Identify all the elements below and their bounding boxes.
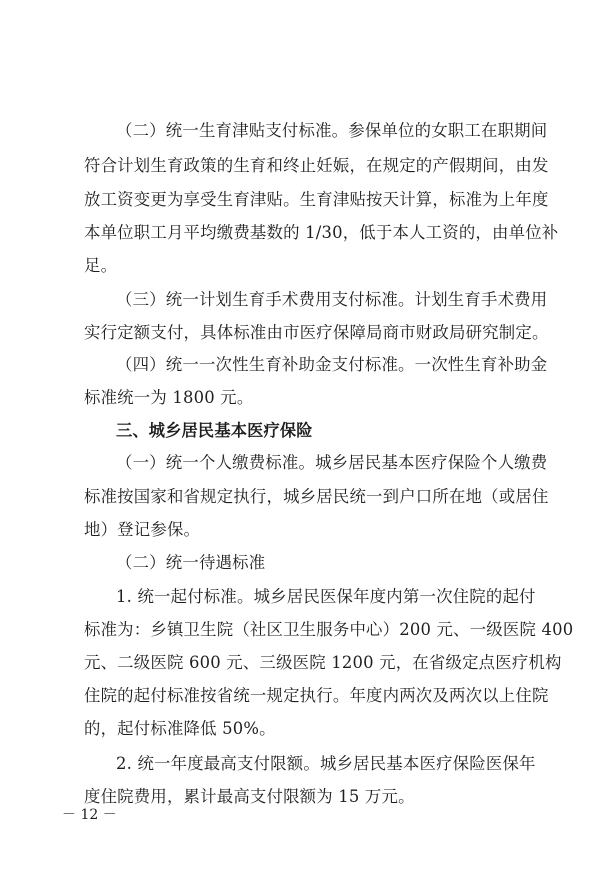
deductible-line-1: 1. 统一起付标准。城乡居民医保年度内第一次住院的起付	[116, 587, 536, 606]
annual-limit-line-2: 度住院费用，累计最高支付限额为 15 万元。	[84, 787, 415, 806]
birth-allowance-line-3: 放工资变更为享受生育津贴。生育津贴按天计算，标准为上年度	[84, 190, 549, 209]
surgery-payment-line-2: 实行定额支付，具体标准由市医疗保障局商市财政局研究制定。	[84, 323, 549, 342]
individual-payment-line-2: 标准按国家和省规定执行，城乡居民统一到户口所在地（或居住	[84, 487, 549, 506]
birth-allowance-line-5: 足。	[84, 256, 118, 275]
individual-payment-line-3: 地）登记参保。	[84, 520, 201, 539]
deductible-line-3: 元、二级医院 600 元、三级医院 1200 元，在省级定点医疗机构	[84, 653, 562, 672]
one-time-subsidy-line-1: （四）统一一次性生育补助金支付标准。一次性生育补助金	[116, 355, 548, 374]
birth-allowance-line-2: 符合计划生育政策的生育和终止妊娠，在规定的产假期间，由发	[84, 156, 549, 175]
one-time-subsidy-line-2: 标准统一为 1800 元。	[84, 388, 254, 407]
section-three-heading: 三、城乡居民基本医疗保险	[116, 421, 313, 440]
deductible-line-4: 住院的起付标准按省统一规定执行。年度内两次及两次以上住院	[84, 686, 549, 705]
deductible-line-2: 标准为：乡镇卫生院（社区卫生服务中心）200 元、一级医院 400	[84, 620, 574, 639]
annual-limit-line-1: 2. 统一年度最高支付限额。城乡居民基本医疗保险医保年	[116, 754, 536, 773]
individual-payment-line-1: （一）统一个人缴费标准。城乡居民基本医疗保险个人缴费	[116, 453, 548, 472]
deductible-line-5: 的，起付标准降低 50%。	[84, 719, 276, 738]
surgery-payment-line-1: （三）统一计划生育手术费用支付标准。计划生育手术费用	[116, 290, 548, 309]
page-number: － 12 －	[62, 807, 117, 823]
treatment-standard-heading: （二）统一待遇标准	[116, 553, 266, 572]
birth-allowance-line-1: （二）统一生育津贴支付标准。参保单位的女职工在职期间	[116, 121, 548, 140]
birth-allowance-line-4: 本单位职工月平均缴费基数的 1/30，低于本人工资的，由单位补	[84, 223, 559, 242]
